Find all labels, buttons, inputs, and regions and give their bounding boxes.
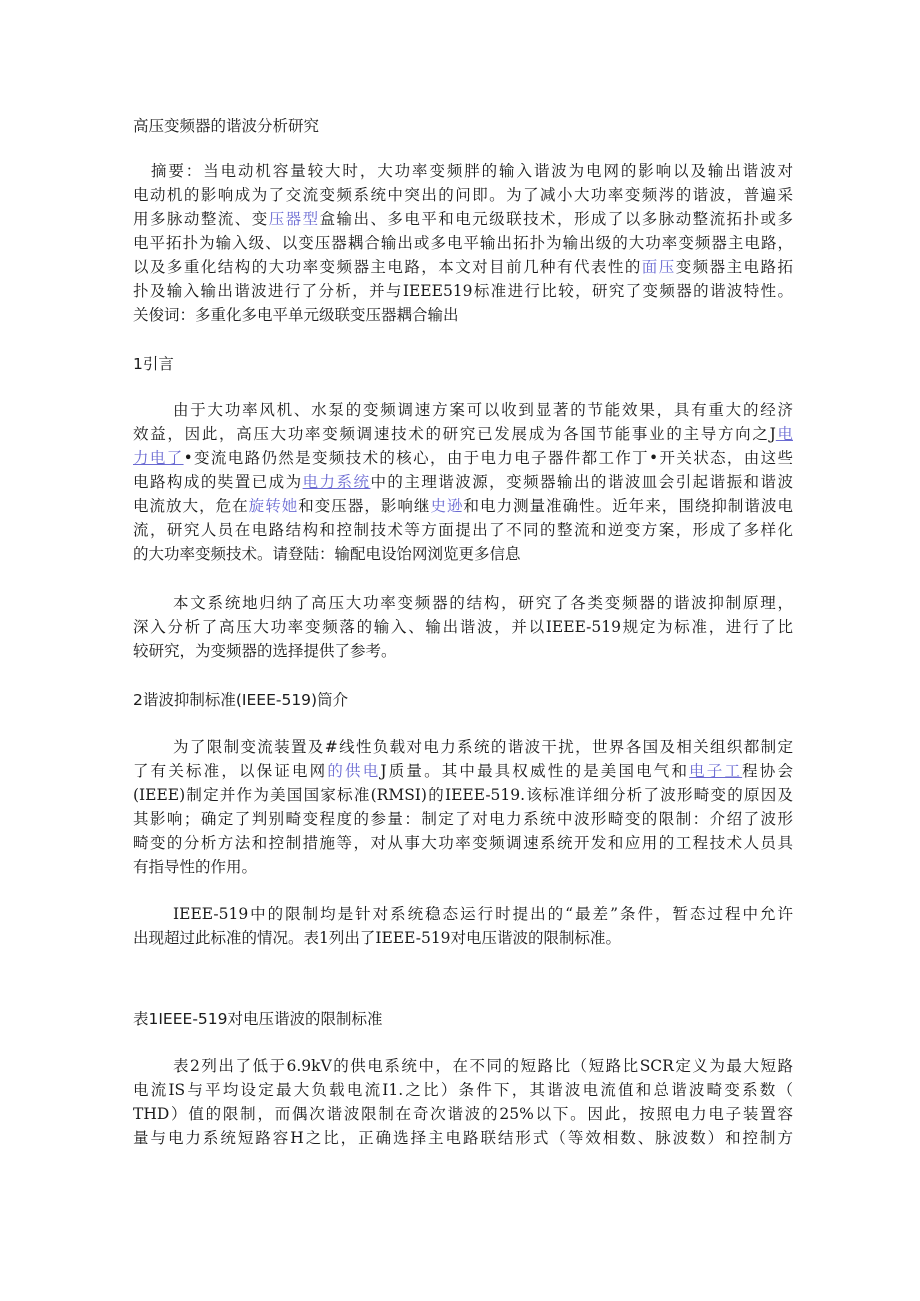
abstract-line: 扑及输入输出谐波进行了分析，并与IEEE519标准进行比较，研究了变频器的谐波特性。 <box>133 282 793 300</box>
abstract-line: 电平拓扑为输入级、以变压器耦合输出或多电平输出拓扑为输出级的大功率变频器主电路， <box>133 234 793 252</box>
keyword-link[interactable]: 面压 <box>641 258 676 276</box>
text-run: 用多脉动整流、变 <box>133 210 269 228</box>
doc-title <box>133 114 793 138</box>
keyword-link[interactable]: 电力系统 <box>302 473 371 491</box>
section-heading <box>133 352 793 376</box>
table-caption <box>133 1007 793 1031</box>
body-line: 表2列出了低于6.9kV的供电系统中，在不同的短路比（短路比SCR定义为最大短路 <box>173 1057 793 1075</box>
keywords-line: 关俊词：多重化多电平单元级联变压器耦合输出 <box>133 306 459 324</box>
section-2-paragraph-2 <box>133 902 793 950</box>
table-2-paragraph <box>133 1054 793 1150</box>
body-line: 本文系统地归纳了高压大功率变频器的结构，研究了各类变频器的谐波抑制原理， <box>173 594 793 612</box>
text-run: 电流放大，危在 <box>133 497 249 515</box>
abstract-line <box>133 207 793 231</box>
abstract-line: 电动机的影响成为了交流变频系统中突出的问即。为了减小大功率变频涔的谐波，普遍采 <box>133 186 793 204</box>
section-2-heading: 2谐波抑制标准(IEEE-519)筒介 <box>133 691 349 709</box>
body-line: THD）值的限制，而偶次谐波限制在奇次谐波的25%以下。因此，按照电力电子装置容 <box>133 1105 793 1123</box>
body-line: IEEE-519中的限制均是针对系统稳态运行时提出的“最差”条件，暂态过程中允许 <box>173 905 793 923</box>
text-run: 盒输出、多电平和电元级联技术，形成了以多脉动整流拓扑或多 <box>319 210 793 228</box>
text-run: 以及多重化结构的大功率变频器主电路，本文对目前几种有代表性的 <box>133 258 642 276</box>
keyword-link[interactable]: 力电了 <box>133 449 184 467</box>
body-line: (IEEE)制定并作为美国国家标准(RMSI)的IEEE-519.该标准详细分析了波形畸变的原因及 <box>133 786 793 804</box>
body-line: 其影响；确定了判别畸变程度的参量：制定了对电力系统中波形畸变的限制：介绍了波形 <box>133 810 793 828</box>
section-2-paragraph-1 <box>133 735 793 879</box>
abstract-paragraph <box>133 159 793 327</box>
body-line <box>133 494 793 518</box>
body-line: 电流IS与平均设定最大负载电流I1.之比）条件下，其谐波电流值和总谐波畸变系数（ <box>133 1081 793 1099</box>
body-line: 的大功率变频技术。请登陆：输配电设饴网浏览更多信息 <box>133 545 521 563</box>
keyword-link[interactable]: 压器型 <box>268 210 320 228</box>
text-run: 中的主理谐波源，变频器输出的谐波皿会引起谐振和谐波 <box>370 473 793 491</box>
text-run: 和变压器，影响继 <box>298 497 431 515</box>
text-run: 效益，因此，高压大功率变频调速技术的研究已发展成为各国节能事业的主导方向之J <box>133 425 776 443</box>
section-1-paragraph-1 <box>133 398 793 566</box>
body-line: 深入分析了高压大功率变频落的输入、输出谐波，并以IEEE-519规定为标准，进行了比 <box>133 618 793 636</box>
body-line: 有指导性的作用。 <box>133 858 258 876</box>
text-run: 电路构成的奘置已成为 <box>133 473 303 491</box>
abstract-line <box>133 255 793 279</box>
text-run: 和电力测量准确性。近年来，围绕抑制谐波电 <box>463 497 793 515</box>
keyword-link[interactable]: 旋转她 <box>248 497 299 515</box>
table-1-caption: 表1IEEE-519对电压谐波的限制标准 <box>133 1010 383 1028</box>
keyword-link[interactable]: 的供电 <box>327 762 381 780</box>
body-line: 流，研究人员在电路结构和控制技术等方面提出了不同的整流和逆变方案，形成了多样化 <box>133 521 793 539</box>
text-run: 变频器主电路拓 <box>675 258 793 276</box>
body-line: 量与电力系统短路容H之比，正确选择主电路联结形式（等效相数、脉波数）和控制方 <box>133 1129 793 1147</box>
title-text: 高压变频器的谐波分析研究 <box>133 117 320 135</box>
keyword-link[interactable]: 电子工 <box>689 762 743 780</box>
keyword-link[interactable]: 电 <box>775 425 793 443</box>
text-run: •变流电路仍然是变频技术的核心，由于电力电子器件都工作丁•开关状态，由这些 <box>183 449 793 467</box>
section-1-paragraph-2 <box>133 591 793 663</box>
body-line: 较研究，为变频器的选择提供了参考。 <box>133 642 397 660</box>
section-1-heading: 1引言 <box>133 355 174 373</box>
text-run: J质量。其中最具权威性的是美国电气和 <box>380 762 690 780</box>
body-line: 由于大功率风机、水泵的变频调速方案可以收到显著的节能效果，具有重大的经济 <box>173 401 793 419</box>
abstract-line: 摘要：当电动机容量较大时，大功率变频胖的输入谐波为电网的影响以及输出谐波对 <box>151 162 793 180</box>
body-line <box>133 470 793 494</box>
body-line: 为了限制变流装置及#线性负载对电力系统的谐波干扰，世界各国及相关组织都制定 <box>173 738 793 756</box>
keyword-link[interactable]: 史逊 <box>430 497 464 515</box>
body-line: 出现超过此标准的情况。表1列出了IEEE-519对电压谐波的限制标准。 <box>133 929 622 947</box>
text-run: 了有关标准，以保证电网 <box>133 762 328 780</box>
body-line: 畸变的分析方法和控制措施等，对从事大功率变频调速系统开发和应用的工程技术人员具 <box>133 834 793 852</box>
body-line <box>133 759 793 783</box>
text-run: 程协会 <box>742 762 793 780</box>
section-heading <box>133 688 793 712</box>
body-line <box>133 422 793 446</box>
body-line <box>133 446 793 470</box>
